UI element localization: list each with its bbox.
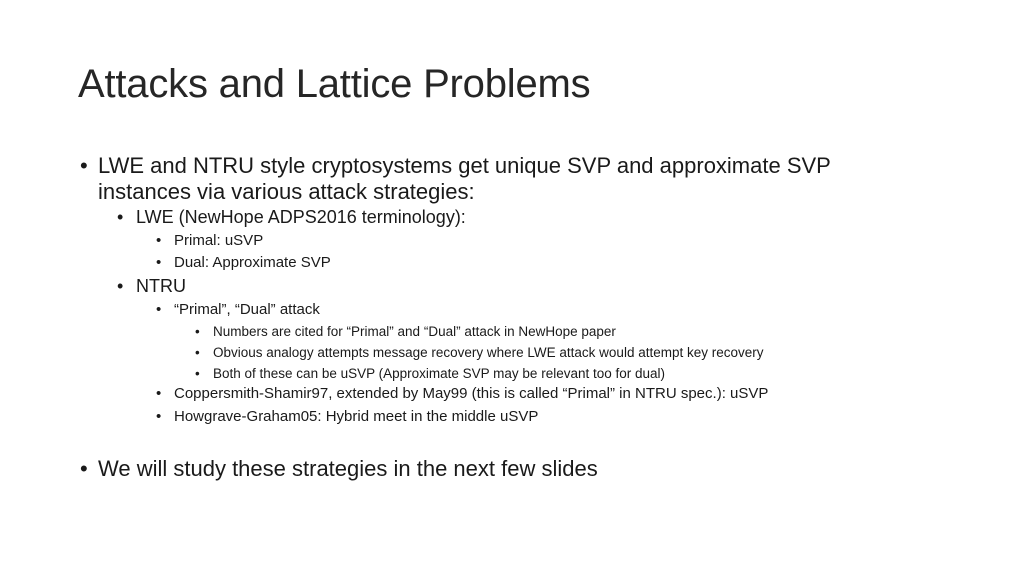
bullet-ntru (117, 275, 186, 297)
bullet-dot: • (156, 254, 162, 271)
bullet-text: Obvious analogy attempts message recovery where LWE attack would attempt key recovery (213, 345, 764, 360)
bullet-dot: • (195, 324, 200, 339)
bullet-text: Coppersmith-Shamir97, extended by May99 (this is called “Primal” in NTRU spec.): uSVP (174, 385, 769, 402)
bullet-lwe-ntru (80, 153, 831, 205)
bullet-dot: • (156, 232, 162, 249)
bullet-dot: • (117, 276, 124, 296)
bullet-dot: • (117, 207, 124, 227)
bullet-lwe (117, 206, 466, 228)
bullet-primal (156, 231, 263, 251)
bullet-text: LWE and NTRU style cryptosystems get unique SVP and approximate SVP (98, 153, 831, 178)
bullet-dual (156, 253, 331, 273)
bullet-dot: • (195, 366, 200, 381)
bullet-dot: • (80, 456, 88, 481)
bullet-text-continued: instances via various attack strategies: (98, 179, 475, 204)
bullet-obvious-analogy (195, 343, 764, 362)
bullet-primal-dual-attack (156, 300, 320, 320)
bullet-text: NTRU (136, 276, 186, 296)
bullet-dot: • (195, 345, 200, 360)
bullet-dot: • (156, 385, 162, 402)
bullet-text: Dual: Approximate SVP (174, 254, 331, 271)
bullet-both-usvp (195, 364, 665, 383)
bullet-dot: • (80, 153, 88, 178)
bullet-text: Both of these can be uSVP (Approximate SVP may be relevant too for dual) (213, 366, 666, 381)
slide-title: Attacks and Lattice Problems (78, 62, 591, 106)
bullet-text: Howgrave-Graham05: Hybrid meet in the middle uSVP (174, 408, 539, 425)
bullet-newhope-numbers (195, 322, 616, 341)
bullet-howgrave-graham (156, 407, 538, 427)
bullet-dot: • (156, 301, 162, 318)
bullet-text: We will study these strategies in the next few slides (98, 456, 598, 481)
bullet-coppersmith (156, 384, 768, 404)
bullet-text: LWE (NewHope ADPS2016 terminology): (136, 207, 466, 227)
bullet-text: Numbers are cited for “Primal” and “Dual” attack in NewHope paper (213, 324, 616, 339)
bullet-text: Primal: uSVP (174, 232, 264, 249)
bullet-text: “Primal”, “Dual” attack (174, 301, 320, 318)
bullet-next-slides (80, 456, 598, 482)
bullet-dot: • (156, 408, 162, 425)
